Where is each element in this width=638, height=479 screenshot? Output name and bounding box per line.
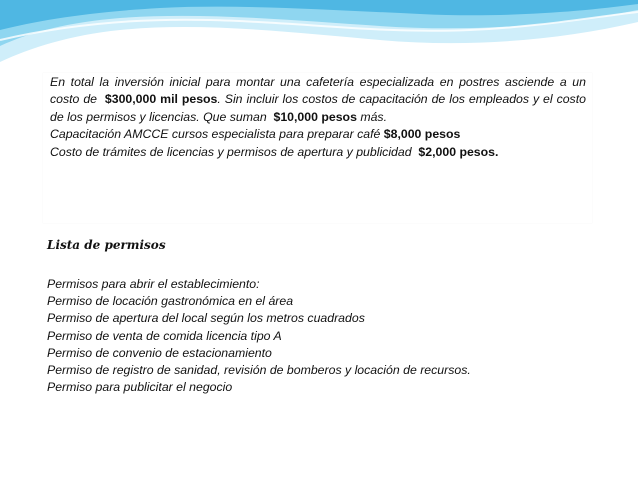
- total-amount: $300,000 mil pesos: [104, 92, 218, 107]
- after-extra-text: más.: [360, 109, 387, 124]
- permits-amount: $2,000 pesos.: [418, 144, 499, 159]
- permits-cost-text: Costo de trámites de licencias y permisos de apertura y publicidad: [50, 144, 412, 159]
- wave-banner-decoration: [0, 0, 638, 62]
- list-item: Permiso de convenio de estacionamiento: [47, 345, 272, 360]
- investment-summary: [50, 74, 586, 126]
- investment-paragraph: [50, 74, 586, 161]
- intro-text: En total la inversión inicial para montar una cafetería especializada en postres asciende a un costo de: [50, 75, 586, 107]
- after-total-text: . Sin incluir los costos de capacitación de los empleados y el costo de los permisos y licencias. Que suman: [50, 92, 586, 124]
- list-item: Permiso para publicitar el negocio: [47, 380, 233, 395]
- list-item: Permiso de venta de comida licencia tipo A: [47, 328, 282, 343]
- extra-amount: $10,000 pesos: [273, 109, 357, 124]
- permits-list: [47, 276, 607, 396]
- list-item: Permiso de registro de sanidad, revisión de bomberos y locación de recursos.: [47, 363, 471, 378]
- permits-cost-line: [50, 144, 586, 161]
- list-item: Permiso de locación gastronómica en el área: [47, 294, 294, 309]
- training-cost-line: [50, 126, 586, 143]
- training-text: Capacitación AMCCE cursos especialista para preparar café: [50, 127, 381, 142]
- permits-list-title: Lista de permisos: [47, 238, 166, 252]
- list-item: Permiso de apertura del local según los metros cuadrados: [47, 311, 365, 326]
- training-amount: $8,000 pesos: [383, 127, 461, 142]
- list-item: Permisos para abrir el establecimiento:: [47, 277, 260, 291]
